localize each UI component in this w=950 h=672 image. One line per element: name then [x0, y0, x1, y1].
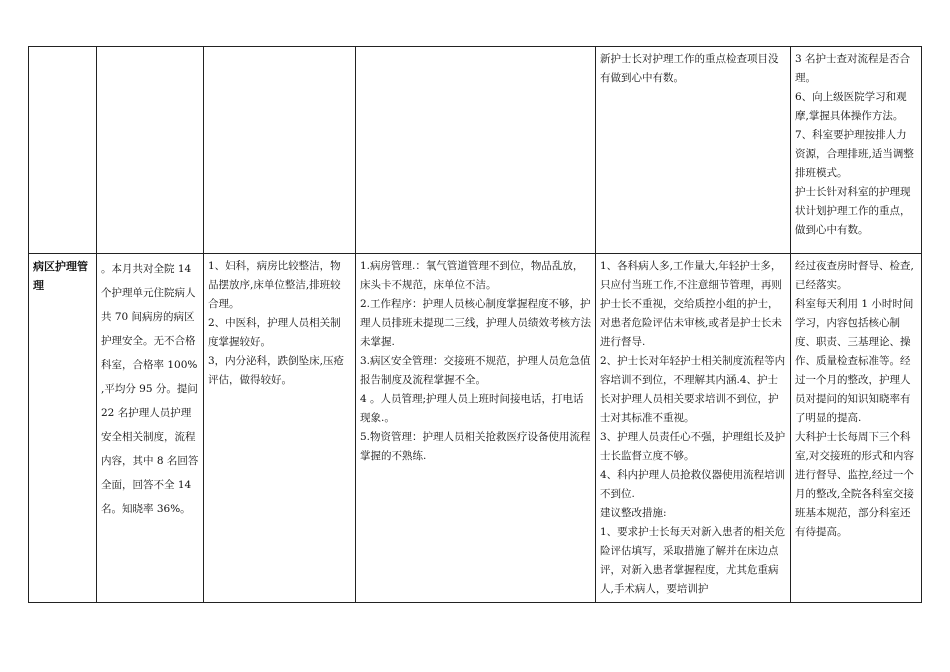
cell-line: 3、护理人员责任心不强，护理组长及护士长监督立度不够。 [600, 431, 786, 462]
cell-line: 3.病区安全管理：交接班不规范，护理人员危急值报告制度及流程掌握不全。 [360, 355, 591, 386]
cell-causes [596, 254, 791, 603]
cell-results [791, 254, 922, 603]
cell-line: 6、向上级医院学习和观摩,掌握具体操作方法。 [795, 91, 907, 122]
inspection-table [28, 46, 922, 603]
cell-problems [356, 254, 596, 603]
cell-summary [97, 47, 204, 254]
cell-line: 1.病房管理.：氧气管道管理不到位，物品乱放，床头卡不规范，床单位不洁。 [360, 260, 584, 291]
cell-line: 7、科室要护理按排人力资源，合理排班,适当调整排班模式。 [795, 129, 914, 179]
cell-problems [356, 47, 596, 254]
cell-line: 1、妇科，病房比较整洁，物品摆放序,床单位整洁,排班较合理。 [208, 260, 341, 310]
cell-line: 科室每天利用 1 小时时间学习，内容包括核心制度、职责、三基理论、操作、质量检查标准等。经过一个月的整改，护理人员对提问的知识知晓率有了明显的提高. [795, 298, 914, 424]
cell-line: 1、要求护士长每天对新入患者的相关危险评估填写，采取措施了解并在床边点评，对新入患者掌握程度，尤其危重病人,手术病人，要培训护 [600, 526, 786, 595]
cell-line: 4 。人员管理;护理人员上班时间接电话，打电话现象.。 [360, 393, 584, 424]
cell-strengths [204, 47, 356, 254]
cell-line: 1、各科病人多,工作量大,年轻护士多，只应付当班工作,不注意细节管理，再则护士长不重视，交给质控小组的护士，对患者危险评估未审核,或者是护士长未进行督导. [600, 260, 782, 348]
cell-results [791, 47, 922, 254]
cell-causes: 新护士长对护理工作的重点检查项目没有做到心中有数。 [596, 47, 791, 254]
cell-line: 2.工作程序：护理人员核心制度掌握程度不够，护理人员排班未提现二三线，护理人员绩效考核方法未掌握. [360, 298, 591, 348]
table-row [29, 47, 922, 254]
cell-line: 护士长针对科室的护理现状计划护理工作的重点，做到心中有数。 [795, 186, 911, 236]
cell-summary: 。本月共对全院 14 个护理单元住院病人共 70 间病房的病区护理安全。无不合格科室，合格率 100% ,平均分 95 分。提问 22 名护理人员护理安全相关制度，流程内容，其中 8 名回答全面，回答不全 14 名。知晓率 36%。 [97, 254, 204, 603]
cell-line: 大科护士长每周下三个科室,对交接班的形式和内容进行督导、监控,经过一个月的整改,全院各科室交接班基本规范，部分科室还有待提高。 [795, 431, 914, 538]
cell-item: 病区护理管理 [29, 254, 97, 603]
cell-line: 经过夜查房时督导、检查,已经落实。 [795, 260, 914, 291]
cell-line: 3，内分泌科，跌倒坠床,压疮评估，做得较好。 [208, 355, 345, 386]
cell-line: 4、科内护理人员抢救仪器使用流程培训不到位. [600, 469, 786, 500]
cell-line: 2、中医科，护理人员相关制度掌握较好。 [208, 317, 341, 348]
cell-line: 3 名护士查对流程是否合理。 [795, 53, 911, 84]
cell-line: 2、护士长对年轻护士相关制度流程等内容培训不到位，不理解其内涵.4、护士长对护理人员相关要求培训不到位，护士对其标准不重视。 [600, 355, 786, 424]
cell-item [29, 47, 97, 254]
cell-strengths [204, 254, 356, 603]
cell-line: 5.物资管理：护理人员相关抢救医疗设备使用流程掌握的不熟练. [360, 431, 591, 462]
cell-line: 建议整改措施: [600, 507, 667, 519]
table-row [29, 254, 922, 603]
